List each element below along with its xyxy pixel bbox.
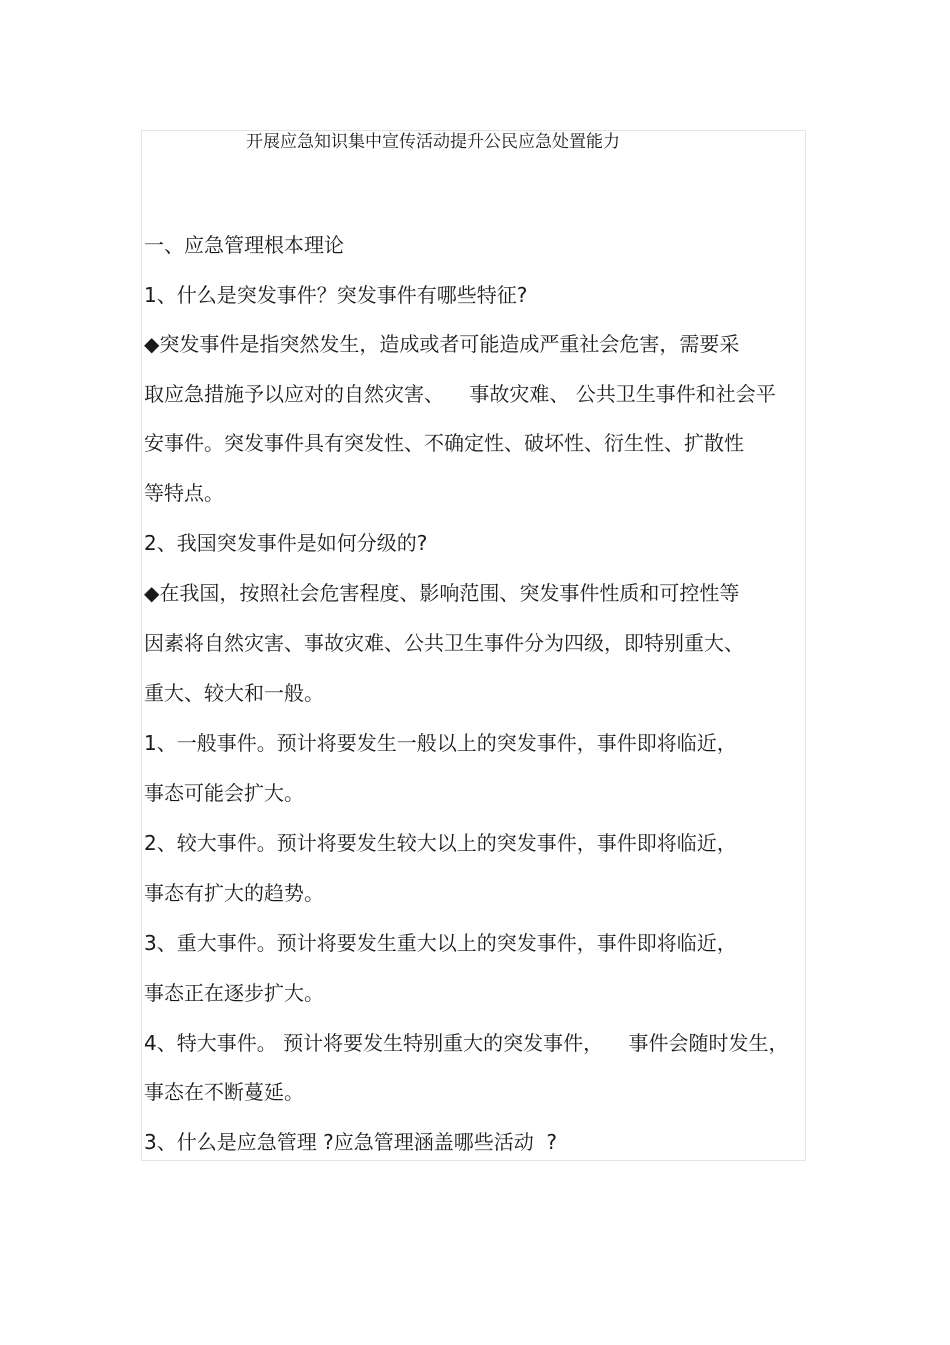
text-line: ◆突发事件是指突然发生，造成或者可能造成严重社会危害，需要采 bbox=[144, 332, 740, 356]
text-line: 重大、较大和一般。 bbox=[144, 681, 324, 705]
level-item-4: 4、特大事件。 预计将要发生特别重大的突发事件， 事件会随时发生， bbox=[144, 1031, 789, 1055]
text-line: 事态在不断蔓延。 bbox=[144, 1080, 304, 1104]
question-2: 2、我国突发事件是如何分级的? bbox=[144, 531, 428, 555]
text-line: ◆在我国，按照社会危害程度、影响范围、突发事件性质和可控性等 bbox=[144, 581, 740, 605]
text-line: 事态可能会扩大。 bbox=[144, 781, 304, 805]
text-line: 等特点。 bbox=[144, 481, 224, 505]
text-line: 事态有扩大的趋势。 bbox=[144, 881, 324, 905]
document-title: 开展应急知识集中宣传活动提升公民应急处置能力 bbox=[246, 132, 620, 152]
text-line: 因素将自然灾害、事故灾难、公共卫生事件分为四级，即特别重大、 bbox=[144, 631, 744, 655]
text-line: 安事件。突发事件具有突发性、不确定性、破坏性、衍生性、扩散性 bbox=[144, 431, 744, 455]
question-3: 3、什么是应急管理 ?应急管理涵盖哪些活动 ? bbox=[144, 1130, 558, 1154]
text-line: 事态正在逐步扩大。 bbox=[144, 981, 324, 1005]
section-heading: 一、应急管理根本理论 bbox=[144, 233, 344, 257]
level-item-3: 3、重大事件。预计将要发生重大以上的突发事件，事件即将临近， bbox=[144, 931, 737, 955]
level-item-1: 1、一般事件。预计将要发生一般以上的突发事件，事件即将临近， bbox=[144, 731, 737, 755]
text-line: 取应急措施予以应对的自然灾害、 事故灾难、 公共卫生事件和社会平 bbox=[144, 382, 776, 406]
level-item-2: 2、较大事件。预计将要发生较大以上的突发事件，事件即将临近， bbox=[144, 831, 737, 855]
question-1: 1、什么是突发事件？突发事件有哪些特征? bbox=[144, 283, 528, 307]
